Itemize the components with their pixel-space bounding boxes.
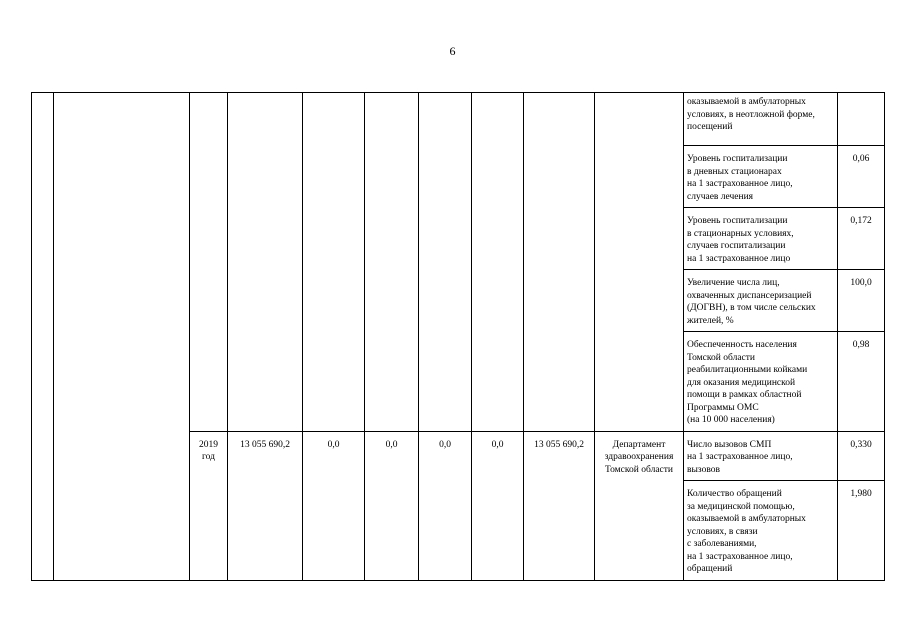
indicator-cell: Увеличение числа лиц, охваченных диспансеризацией (ДОГВН), в том числе сельских жителей, % (684, 270, 838, 332)
indicator-cell: оказываемой в амбулаторных условиях, в неотложной форме, посещений (684, 93, 838, 146)
col-b-cell-empty (365, 93, 419, 432)
indicator-cell: Количество обращений за медицинской помощью, оказываемой в амбулаторных условиях, в связи с заболеваниями, на 1 застрахованное лицо, обращений (684, 481, 838, 581)
col-e-cell-empty (524, 93, 595, 432)
task-cell (54, 93, 190, 581)
col-c-cell-empty (419, 93, 472, 432)
col-a-cell-empty (303, 93, 365, 432)
indicator-value-cell: 1,980 (838, 481, 885, 581)
year-cell: 2019 год (190, 431, 228, 580)
total-cell: 13 055 690,2 (228, 431, 303, 580)
page-number: 6 (449, 44, 456, 58)
indicator-value-cell: 0,06 (838, 146, 885, 208)
program-table (31, 92, 885, 581)
indicator-value-cell: 100,0 (838, 270, 885, 332)
table-row (32, 93, 885, 146)
indicator-cell: Уровень госпитализации в стационарных условиях, случаев госпитализации на 1 застрахованное лицо (684, 208, 838, 270)
col-d-cell: 0,0 (472, 431, 524, 580)
executor-cell-empty (595, 93, 684, 432)
indicator-value-cell (838, 93, 885, 146)
executor-cell: Департамент здравоохранения Томской области (595, 431, 684, 580)
col-c-cell: 0,0 (419, 431, 472, 580)
indicator-value-cell: 0,98 (838, 332, 885, 432)
col-e-cell: 13 055 690,2 (524, 431, 595, 580)
indicator-value-cell: 0,172 (838, 208, 885, 270)
total-cell-empty (228, 93, 303, 432)
year-cell-empty (190, 93, 228, 432)
indicator-cell: Число вызовов СМП на 1 застрахованное лицо, вызовов (684, 431, 838, 481)
indicator-value-cell: 0,330 (838, 431, 885, 481)
col-d-cell-empty (472, 93, 524, 432)
col-a-cell: 0,0 (303, 431, 365, 580)
indicator-cell: Уровень госпитализации в дневных стационарах на 1 застрахованное лицо, случаев лечения (684, 146, 838, 208)
index-cell (32, 93, 54, 581)
indicator-cell: Обеспеченность населения Томской области реабилитационными койками для оказания медицинской помощи в рамках областной Программы ОМС (на 10 000 населения) (684, 332, 838, 432)
col-b-cell: 0,0 (365, 431, 419, 580)
